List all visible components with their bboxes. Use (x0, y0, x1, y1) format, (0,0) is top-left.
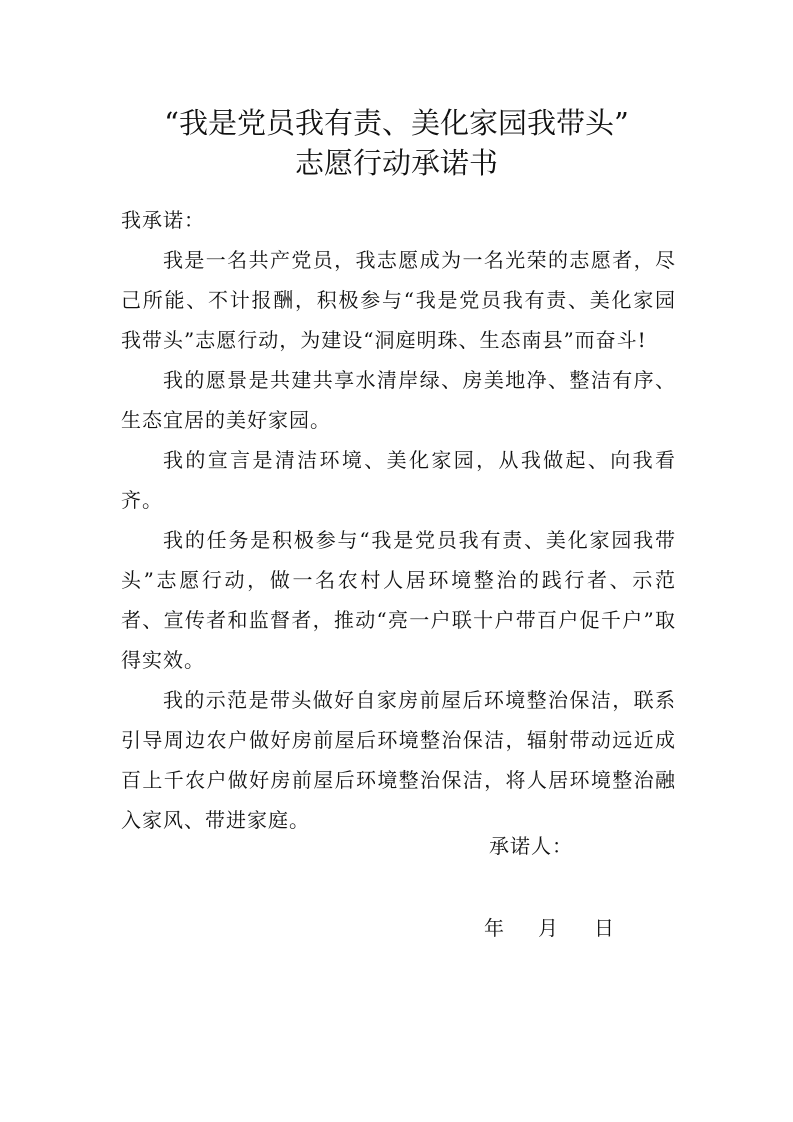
document-body (121, 200, 676, 840)
paragraph-task: 我的任务是积极参与“我是党员我有责、美化家园我带头”志愿行动，做一名农村人居环境整治的践行者、示范者、宣传者和监督者，推动“亮一户联十户带百户促千户”取得实效。 (121, 528, 676, 672)
salutation: 我承诺： (121, 208, 205, 232)
paragraph-demonstration: 我的示范是带头做好自家房前屋后环境整治保洁，联系引导周边农户做好房前屋后环境整治保洁，辐射带动远近成百上千农户做好房前屋后环境整治保洁，将人居环境整治融入家风、带进家庭。 (121, 688, 676, 832)
paragraph-pledge: 我是一名共产党员，我志愿成为一名光荣的志愿者，尽己所能、不计报酬，积极参与“我是党员我有责、美化家园我带头”志愿行动，为建设“洞庭明珠、生态南县”而奋斗! (121, 248, 676, 352)
date-row (484, 912, 624, 944)
document-title-line-1: “我是党员我有责、美化家园我带头” (164, 106, 629, 140)
document-title-line-2: 志愿行动承诺书 (294, 146, 498, 180)
date-day-label: 日 (594, 916, 614, 940)
date-month-label: 月 (538, 916, 558, 940)
date-year-label: 年 (484, 916, 504, 940)
paragraph-vision: 我的愿景是共建共享水清岸绿、房美地净、整洁有序、生态宜居的美好家园。 (121, 368, 676, 432)
signer-label: 承诺人： (489, 834, 573, 858)
paragraph-declaration: 我的宣言是清洁环境、美化家园，从我做起、向我看齐。 (121, 448, 676, 512)
